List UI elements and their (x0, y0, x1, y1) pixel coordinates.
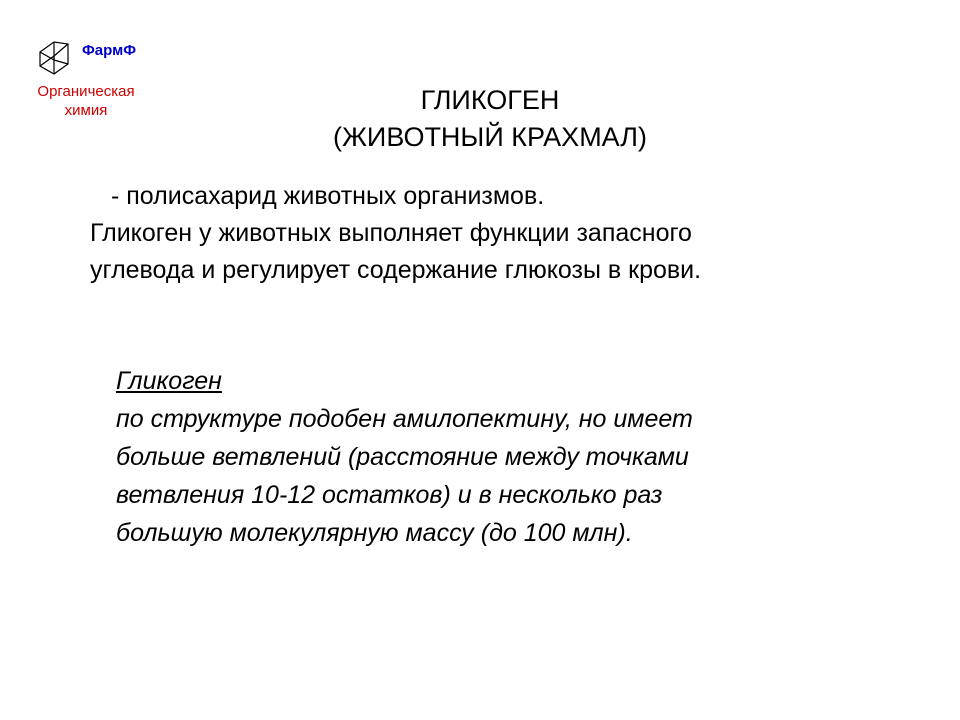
title-subtitle-line: (ЖИВОТНЫЙ КРАХМАЛ) (333, 122, 647, 152)
structure-line: большую молекулярную массу (до 100 млн). (116, 519, 633, 547)
definition-paragraph (90, 178, 940, 289)
adamantane-cage-icon (24, 30, 80, 78)
title-line: ГЛИКОГЕН (420, 85, 560, 115)
subject-label (8, 82, 164, 120)
definition-line: Гликоген у животных выполняет функции запасного (90, 219, 692, 247)
slide-title (180, 82, 800, 156)
structure-line: по структуре подобен амилопектину, но имеет (116, 405, 693, 433)
definition-line: углевода и регулирует содержание глюкозы в крови. (90, 256, 702, 284)
subject-label-line: Органическая (37, 83, 135, 100)
structure-line: больше ветвлений (расстояние между точками (116, 443, 689, 471)
definition-line: - полисахарид животных организмов. (111, 182, 545, 210)
brand-name: ФармФ (82, 42, 137, 59)
structure-paragraph (116, 362, 936, 552)
structure-line: ветвления 10-12 остатков) и в несколько раз (116, 481, 663, 509)
structure-heading: Гликоген (116, 367, 222, 395)
subject-label-line: химия (64, 102, 108, 119)
